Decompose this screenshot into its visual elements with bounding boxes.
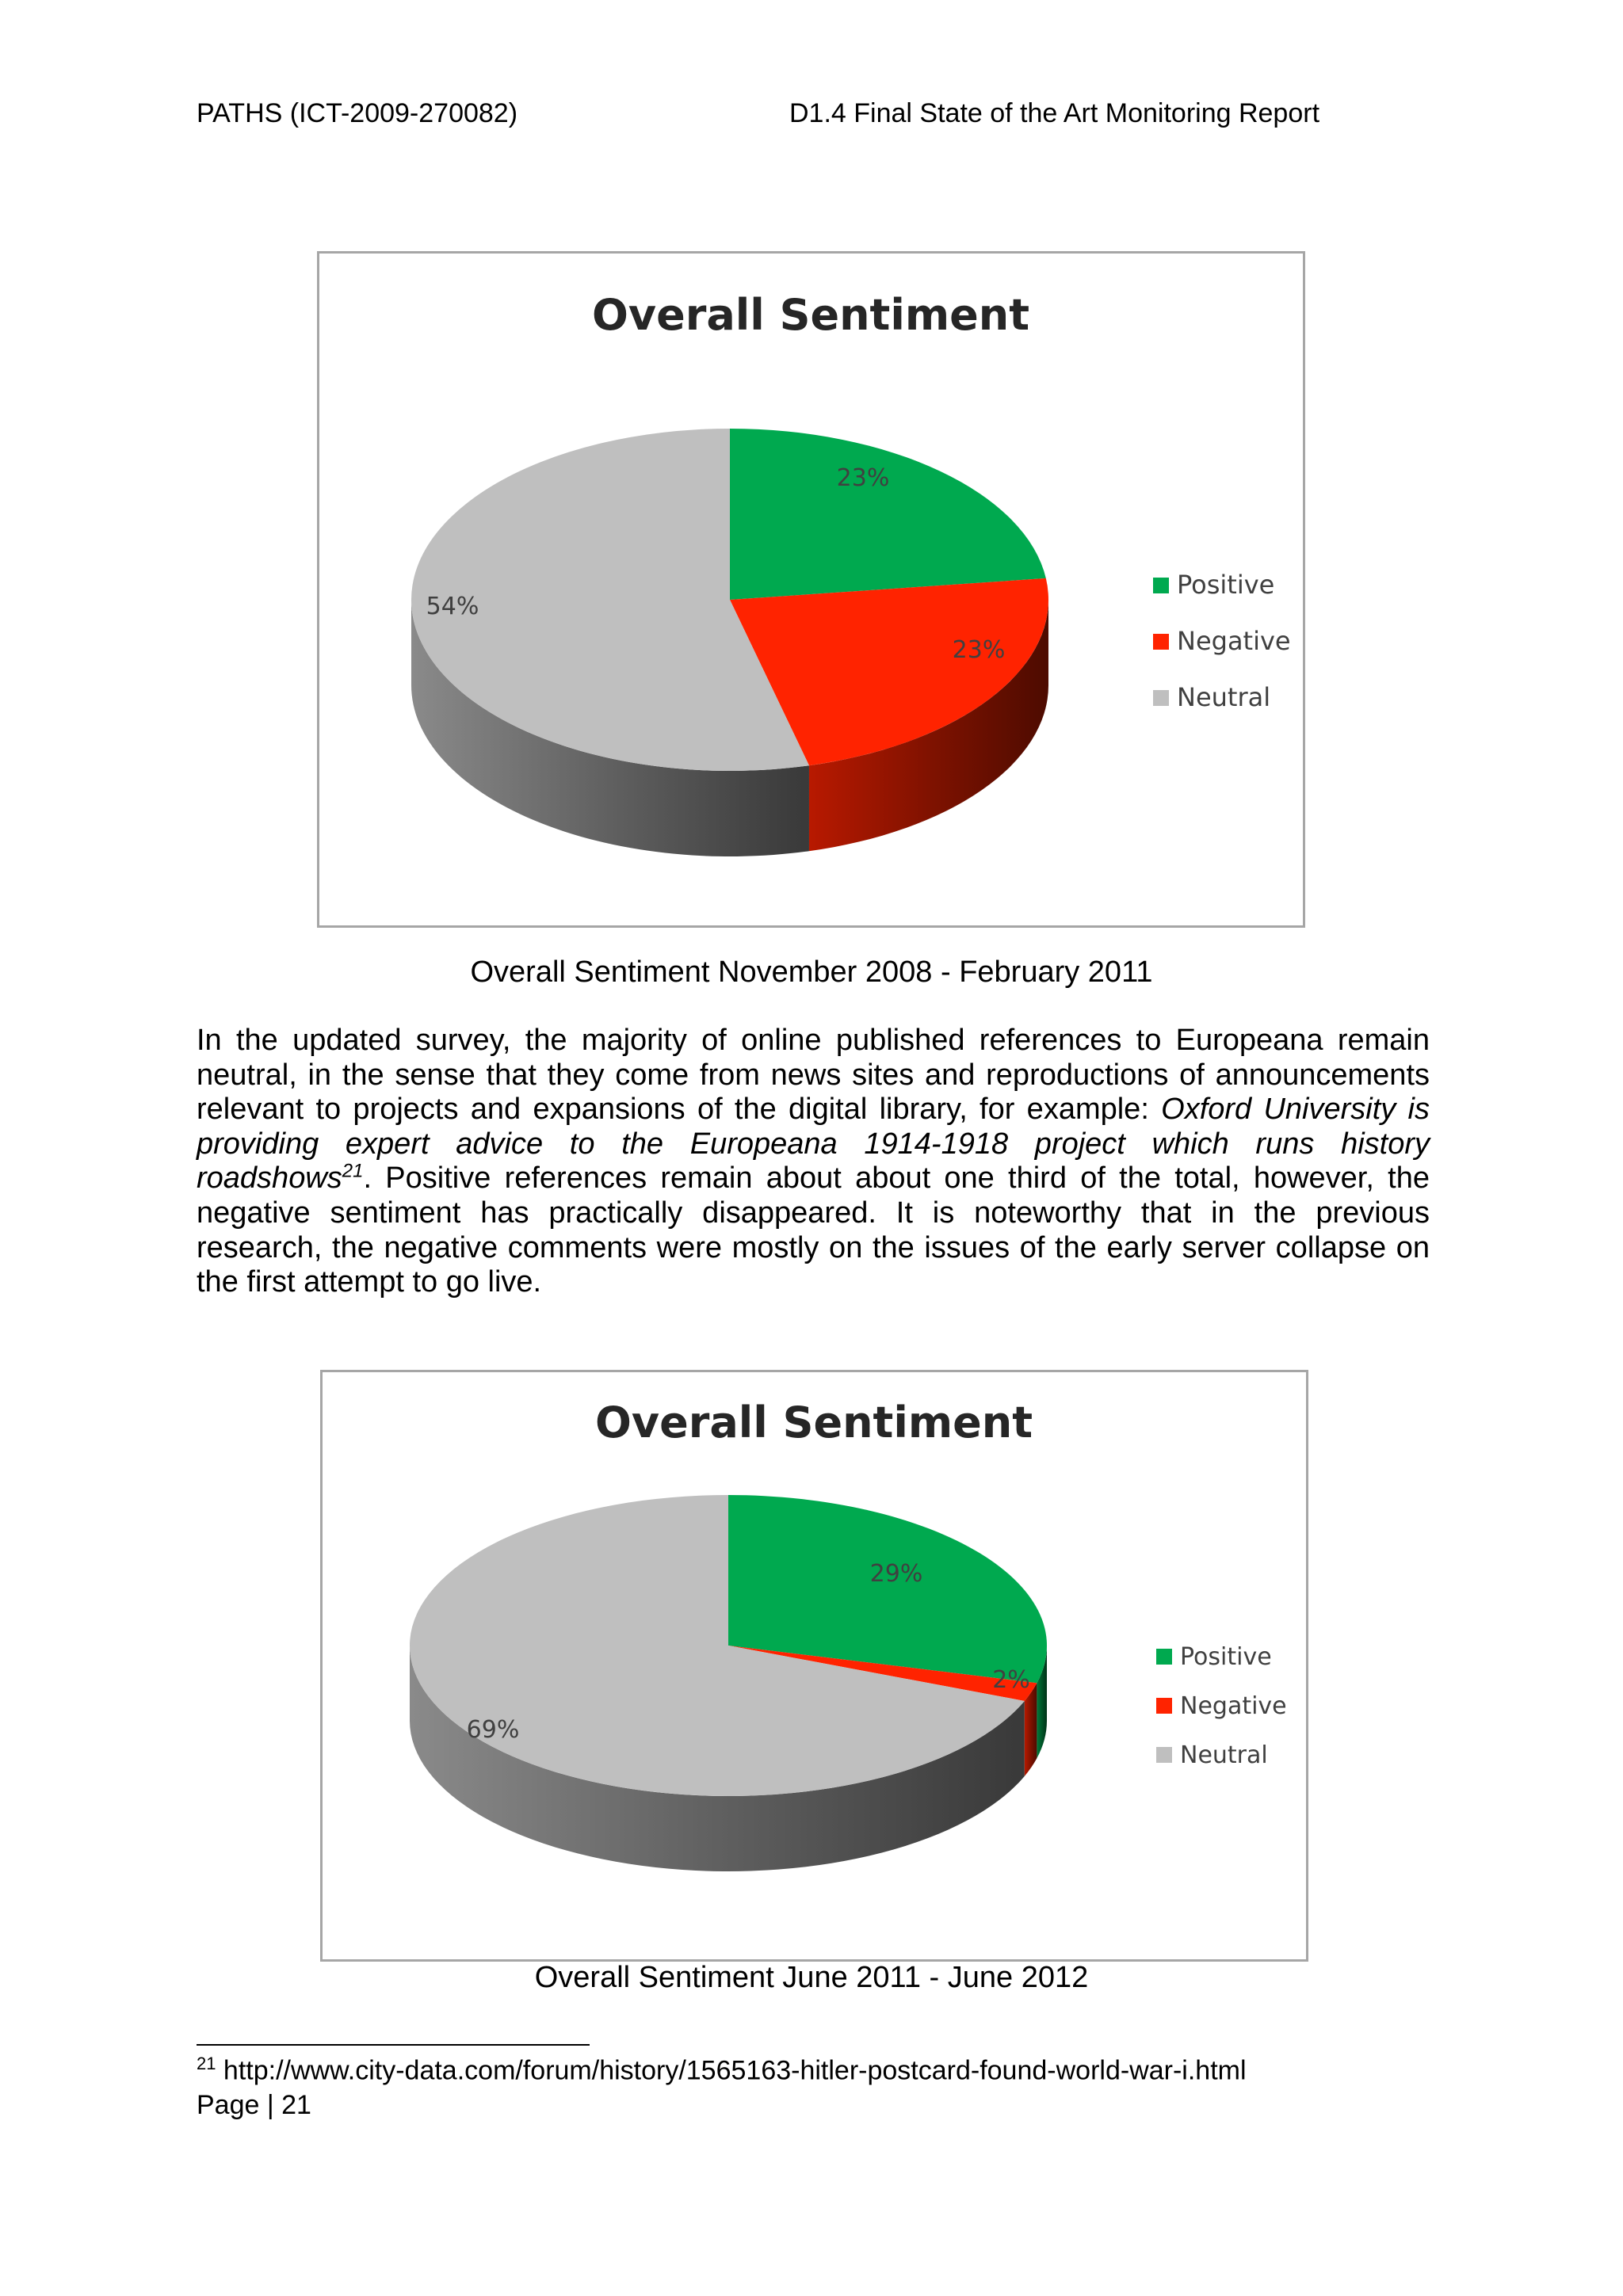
data-label-positive: 29% — [869, 1560, 923, 1588]
legend-swatch-negative — [1153, 634, 1169, 650]
legend-swatch-positive — [1153, 578, 1169, 593]
footnote-number: 21 — [197, 2054, 216, 2073]
sentiment-chart-2011-2012 — [320, 1370, 1308, 1962]
legend-label-neutral: Neutral — [1180, 1741, 1268, 1769]
data-label-negative: 2% — [992, 1666, 1030, 1694]
paragraph-text-1: In the updated survey, the majority of online published references to Europeana remain neutral, in the sense that they come from news sites and reproductions of announcements relevant to projects and expansions of the digital library, for example: — [197, 1024, 1430, 1127]
header-project-id: PATHS (ICT-2009-270082) — [197, 98, 518, 128]
legend-swatch-positive — [1156, 1649, 1172, 1665]
footnote-url[interactable]: http://www.city-data.com/forum/history/1565163-hitler-postcard-found-world-war-i.html — [216, 2055, 1247, 2086]
chart-title: Overall Sentiment — [591, 290, 1030, 340]
sentiment-chart-2008-2011 — [317, 251, 1305, 928]
data-label-neutral: 69% — [466, 1716, 520, 1744]
data-label-positive: 23% — [836, 464, 890, 492]
data-label-negative: 23% — [952, 636, 1006, 664]
chart-1-svg — [319, 254, 1303, 925]
legend-label-negative: Negative — [1180, 1692, 1287, 1720]
footnote — [197, 2054, 1247, 2086]
footnote-divider — [197, 2044, 590, 2046]
paragraph-quote: Oxford University is providing expert advice to the Europeana 1914-1918 project which runs history roadshows — [197, 1093, 1430, 1196]
chart-2-caption: Overall Sentiment June 2011 - June 2012 — [534, 1961, 1089, 1994]
page-number: Page | 21 — [197, 2090, 311, 2120]
legend-swatch-neutral — [1153, 690, 1169, 706]
legend-label-positive: Positive — [1180, 1643, 1272, 1671]
legend-swatch-neutral — [1156, 1747, 1172, 1763]
data-label-neutral: 54% — [426, 593, 479, 620]
chart-title: Overall Sentiment — [594, 1398, 1033, 1447]
body-paragraph — [197, 1024, 1430, 1300]
footnote-reference[interactable]: 21 — [342, 1160, 364, 1182]
legend-label-neutral: Neutral — [1177, 682, 1271, 712]
pie-slice-positive — [730, 429, 1046, 600]
legend-label-negative: Negative — [1177, 626, 1291, 656]
legend-label-positive: Positive — [1177, 570, 1275, 600]
paragraph-text-2: . Positive references remain about about one third of the total, however, the negative sentiment has practically disappeared. It is noteworthy that in the previous research, the negative comments were mostly on the issues of the early server collapse on the first attempt to go live. — [197, 1161, 1430, 1299]
chart-2-svg — [323, 1372, 1306, 1959]
legend-swatch-negative — [1156, 1698, 1172, 1714]
header-report-title: D1.4 Final State of the Art Monitoring Report — [789, 98, 1320, 128]
chart-1-caption: Overall Sentiment November 2008 - February 2011 — [470, 955, 1153, 989]
